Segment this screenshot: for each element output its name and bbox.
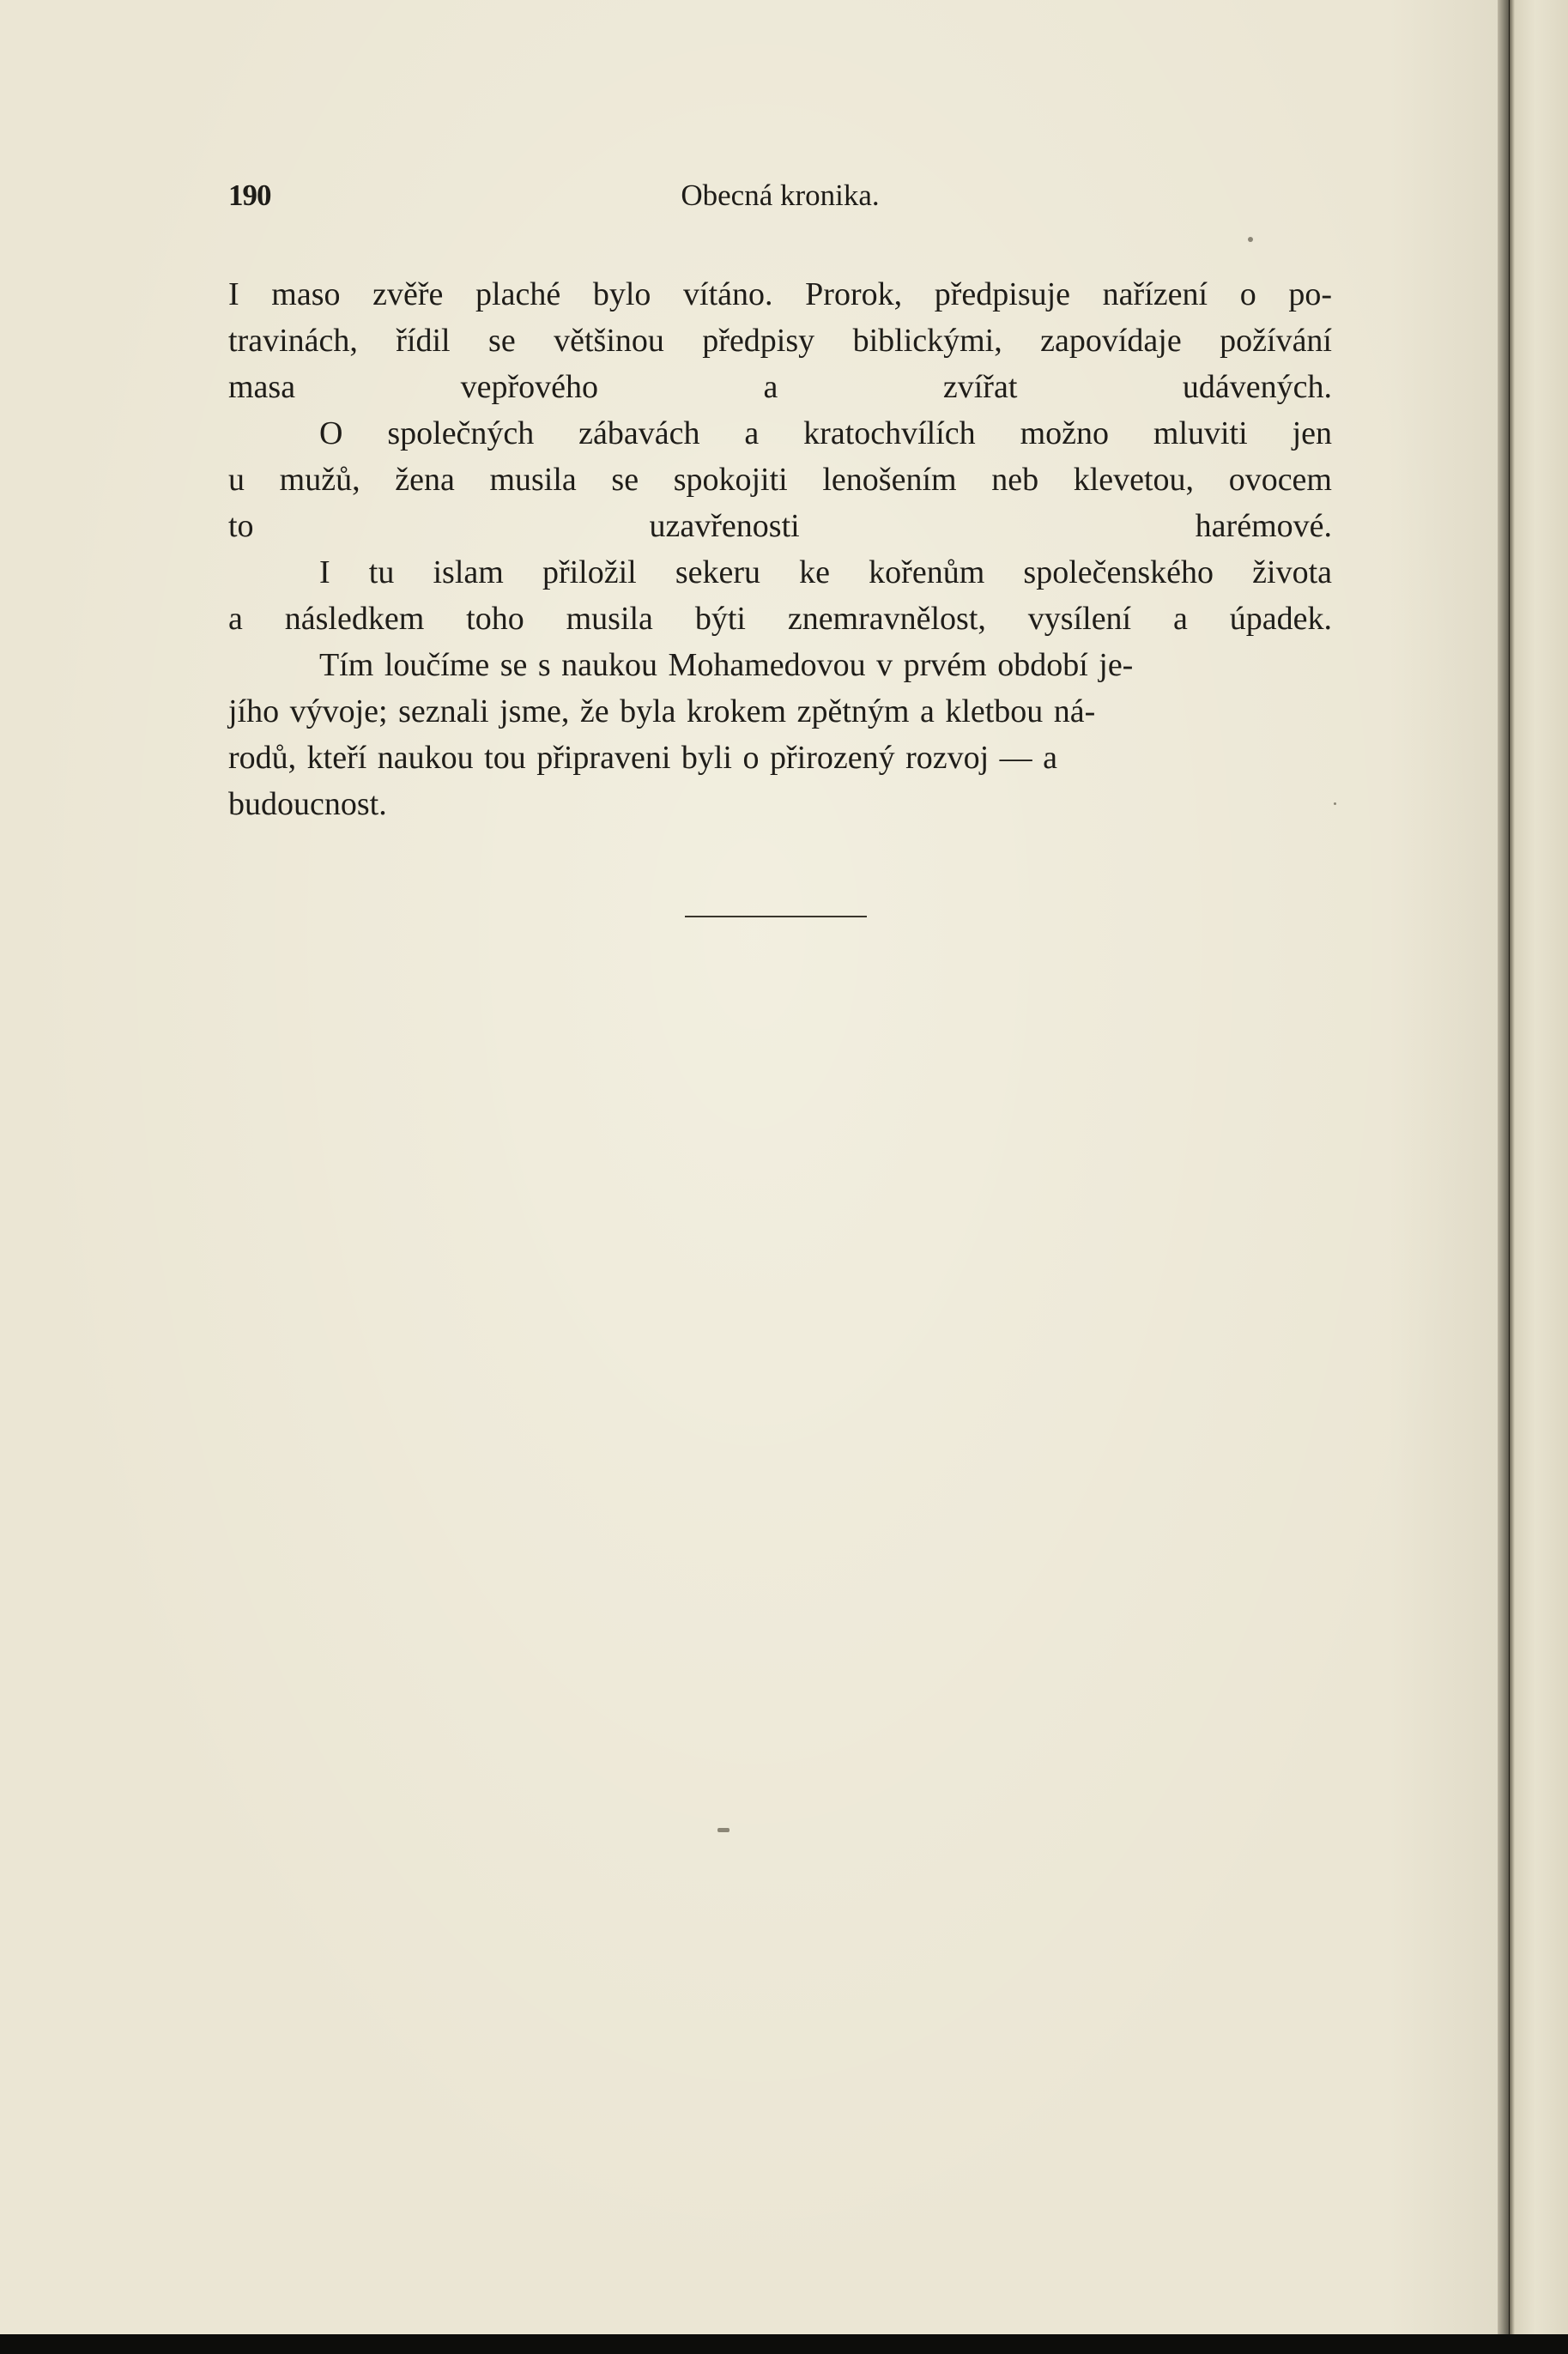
text-line: I tu islam přiložil sekeru ke kořenům společenského života	[319, 554, 1332, 590]
text-line: budoucnost.	[228, 786, 387, 822]
text-line: u mužů, žena musila se spokojiti lenošením neb klevetou, ovocem	[228, 462, 1332, 498]
page-number: 190	[228, 179, 271, 212]
text-line: O společných zábavách a kratochvílích možno mluviti jen	[319, 415, 1332, 451]
page-gutter-shadow	[1498, 0, 1510, 2334]
text-line: jího vývoje; seznali jsme, že byla krokem zpětným a kletbou ná-	[228, 693, 1096, 729]
text-line: Tím loučíme se s naukou Mohamedovou v prvém období je-	[319, 647, 1134, 683]
text-line: travinách, řídil se většinou předpisy biblickými, zapovídaje požívání	[228, 323, 1332, 359]
text-line: I maso zvěře plaché bylo vítáno. Prorok, předpisuje nařízení o po-	[228, 276, 1332, 312]
paper-speck	[717, 1828, 730, 1832]
running-title: Obecná kronika.	[681, 179, 880, 212]
paragraph	[228, 549, 1332, 642]
page-header	[228, 179, 1332, 223]
text-line: a následkem toho musila býti znemravnělost, vysílení a úpadek.	[228, 601, 1332, 637]
adjacent-page-edge	[1510, 0, 1568, 2334]
section-end-rule	[685, 916, 867, 917]
paragraph	[228, 271, 1332, 410]
paragraph	[228, 642, 1332, 827]
body-text	[228, 271, 1332, 827]
paragraph	[228, 410, 1332, 549]
paper-speck	[1248, 237, 1253, 242]
paper-speck	[1334, 802, 1336, 805]
text-line: masa vepřového a zvířat udávených.	[228, 369, 1332, 405]
text-line: rodů, kteří naukou tou připraveni byli o přirozený rozvoj — a	[228, 740, 1058, 776]
text-line: to uzavřenosti harémové.	[228, 508, 1332, 544]
